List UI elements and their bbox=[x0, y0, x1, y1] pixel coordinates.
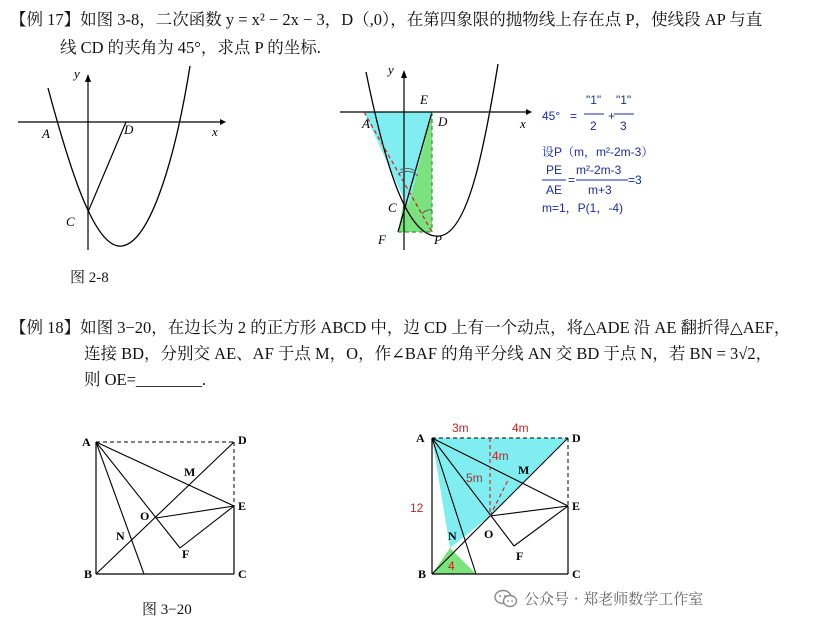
sol-frac1-num: "1" bbox=[586, 93, 602, 107]
ex17-figure-2 bbox=[336, 60, 536, 256]
ex18-figure-1 bbox=[76, 428, 256, 588]
ex17-line1 bbox=[10, 8, 762, 32]
fig4-4m-vertical: 4m bbox=[492, 449, 509, 463]
ex18-tag: 【例 18】 bbox=[10, 318, 81, 337]
fig2-E-label: E bbox=[420, 92, 428, 107]
fig4-4m: 4m bbox=[512, 421, 529, 435]
fig2-F-label: F bbox=[378, 232, 386, 247]
sol-ae: AE bbox=[546, 183, 563, 197]
fig4-side-12: 12 bbox=[410, 501, 424, 515]
fig1-y-label: y bbox=[74, 66, 80, 81]
sol-res2: =3 bbox=[628, 173, 642, 187]
fig4-C: C bbox=[572, 567, 581, 581]
sol-den2: m+3 bbox=[588, 183, 612, 197]
fig2-D-label: D bbox=[438, 114, 448, 129]
fig4-D: D bbox=[572, 431, 581, 445]
fig4-E: E bbox=[572, 499, 581, 513]
ex17-text-1: 如图 3-8，二次函数 y = x² − 2x − 3，D（,0），在第四象限的抛物线上存在点 P，使线段 AP 与直 bbox=[80, 10, 763, 29]
ex17-caption: 图 2-8 bbox=[70, 270, 109, 286]
fig1-D-label: D bbox=[124, 122, 134, 137]
fig2-P-label: P bbox=[434, 232, 442, 247]
fig2-C-label: C bbox=[388, 200, 397, 215]
ex17-figure-1 bbox=[10, 60, 230, 260]
ex18-line3: 则 OE=________. bbox=[84, 370, 207, 389]
ex18-text-1: 如图 3−20，在边长为 2 的正方形 ABCD 中，边 CD 上有一个动点，将△ADE 沿 AE 翻折得△AEF， bbox=[80, 318, 791, 337]
wechat-icon bbox=[494, 589, 518, 609]
fig1-x-label: x bbox=[212, 124, 218, 139]
sol-frac2-num: "1" bbox=[616, 93, 632, 107]
sol-num2: m²-2m-3 bbox=[576, 163, 622, 177]
fig2-y-label: y bbox=[388, 62, 394, 77]
sol-eq-2: = bbox=[568, 173, 576, 187]
sol-frac1-den: 2 bbox=[590, 119, 597, 133]
sol-set-p: 设P（m，m²-2m-3） bbox=[542, 145, 654, 159]
sol-plus: + bbox=[608, 109, 616, 123]
fig3-F: F bbox=[182, 547, 190, 561]
ex18-line2: 连接 BD，分别交 AE、AF 于点 M，O，作∠BAF 的角平分线 AN 交 BD 于点 N，若 BN = 3√2， bbox=[84, 344, 773, 363]
sol-pe: PE bbox=[546, 163, 563, 177]
fig3-O: O bbox=[140, 509, 150, 523]
fig4-B: B bbox=[418, 567, 427, 581]
fig2-x-label: x bbox=[520, 116, 526, 131]
fig4-bottom-4: 4 bbox=[448, 559, 455, 573]
fig1-A-label: A bbox=[42, 126, 50, 141]
fig4-N: N bbox=[448, 529, 457, 543]
fig4-O: O bbox=[484, 527, 494, 541]
fig3-E: E bbox=[238, 499, 247, 513]
ex18-figure-2 bbox=[404, 420, 594, 590]
fig1-C-label: C bbox=[66, 214, 75, 229]
sol-frac2-den: 3 bbox=[620, 119, 627, 133]
watermark bbox=[494, 588, 703, 609]
fig4-F: F bbox=[516, 549, 524, 563]
ex18-caption: 图 3−20 bbox=[142, 602, 192, 618]
fig3-M: M bbox=[184, 465, 196, 479]
fig4-M: M bbox=[518, 463, 530, 477]
fig2-A-label: A bbox=[362, 116, 370, 131]
sol-eq-1: = bbox=[570, 109, 578, 123]
fig3-N: N bbox=[116, 529, 125, 543]
sol-45-deg: 45° bbox=[542, 109, 561, 123]
fig3-B: B bbox=[84, 567, 93, 581]
fig4-A: A bbox=[416, 431, 425, 445]
fig3-A: A bbox=[82, 435, 91, 449]
ex17-tag: 【例 17】 bbox=[10, 10, 81, 29]
ex18-line1 bbox=[10, 316, 790, 340]
ex17-line2: 线 CD 的夹角为 45°，求点 P 的坐标. bbox=[60, 38, 321, 57]
fig3-D: D bbox=[238, 433, 247, 447]
fig4-5m: 5m bbox=[466, 471, 483, 485]
fig4-3m: 3m bbox=[452, 421, 469, 435]
watermark-text: 公众号 · 郑老师数学工作室 bbox=[524, 590, 704, 608]
ex17-solution bbox=[540, 88, 680, 218]
sol-result: m=1，P(1，-4) bbox=[542, 201, 624, 215]
fig3-C: C bbox=[238, 567, 247, 581]
